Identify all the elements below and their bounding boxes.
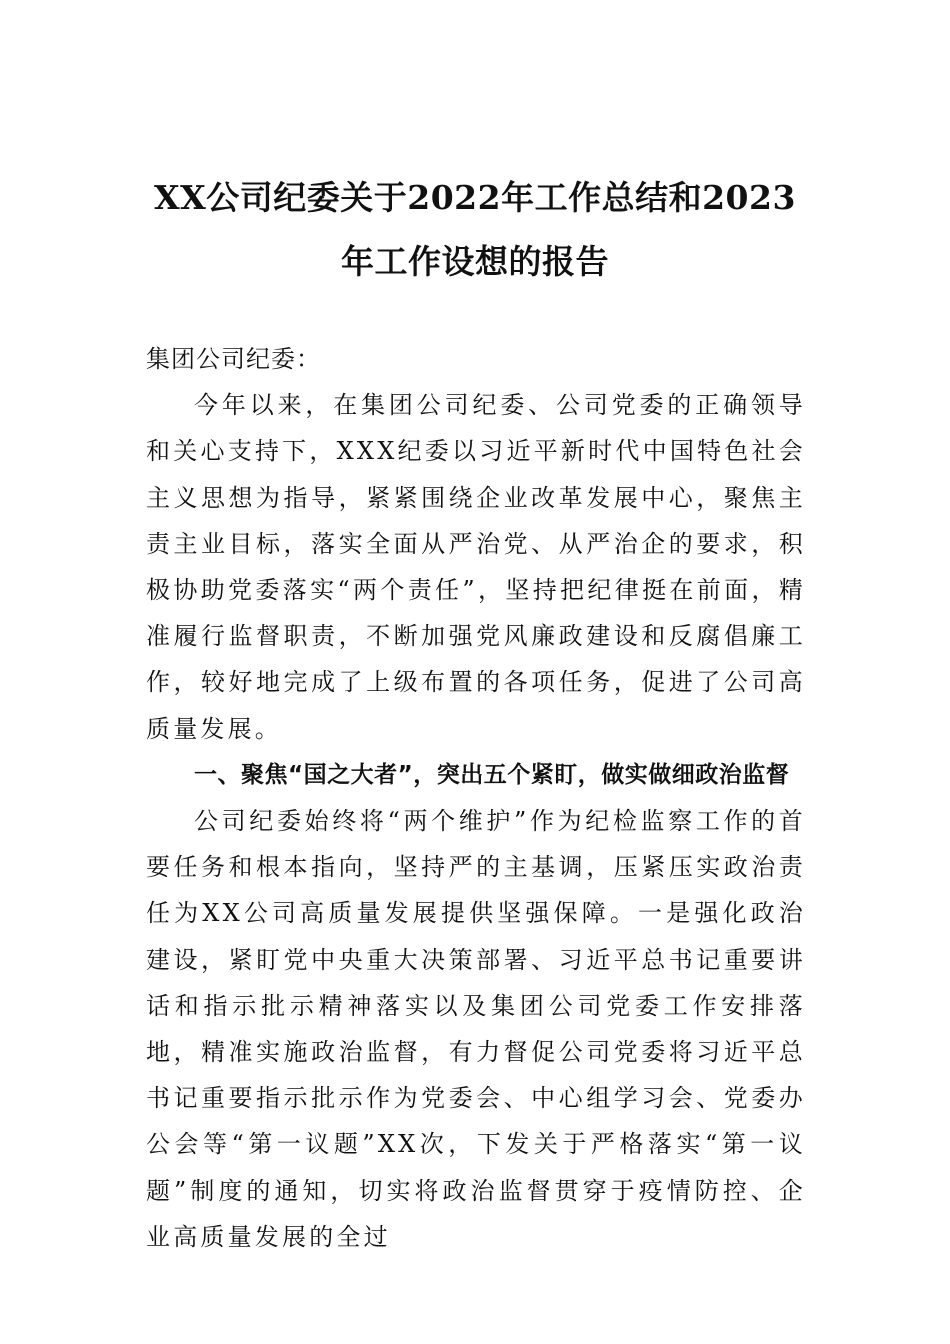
document-body (146, 336, 806, 1260)
body-paragraph: 公司纪委始终将“两个维护”作为纪检监察工作的首要任务和根本指向，坚持严的主基调，压紧压实政治责任为XX公司高质量发展提供坚强保障。一是强化政治建设，紧盯党中央重大决策部署、习近平总书记重要讲话和指示批示精神落实以及集团公司党委工作安排落地，精准实施政治监督，有力督促公司党委将习近平总书记重要指示批示作为党委会、中心组学习会、党委办公会等“第一议题”XX次，下发关于严格落实“第一议题”制度的通知，切实将政治监督贯穿于疫情防控、企业高质量发展的全过 (146, 807, 806, 1251)
section-heading: 一、聚焦“国之大者”，突出五个紧盯，做实做细政治监督 (194, 761, 790, 788)
intro-paragraph: 今年以来，在集团公司纪委、公司党委的正确领导和关心支持下，XXX纪委以习近平新时代中国特色社会主义思想为指导，紧紧围绕企业改革发展中心，聚焦主责主业目标，落实全面从严治党、从严治企的要求，积极协助党委落实“两个责任”，坚持把纪律挺在前面，精准履行监督职责，不断加强党风廉政建设和反腐倡廉工作，较好地完成了上级布置的各项任务，促进了公司高质量发展。 (146, 391, 806, 743)
salutation: 集团公司纪委： (146, 345, 321, 373)
document-title (120, 166, 830, 294)
title-line-2: 年工作设想的报告 (341, 242, 609, 281)
title-line-1: XX公司纪委关于2022年工作总结和2023 (154, 178, 796, 217)
